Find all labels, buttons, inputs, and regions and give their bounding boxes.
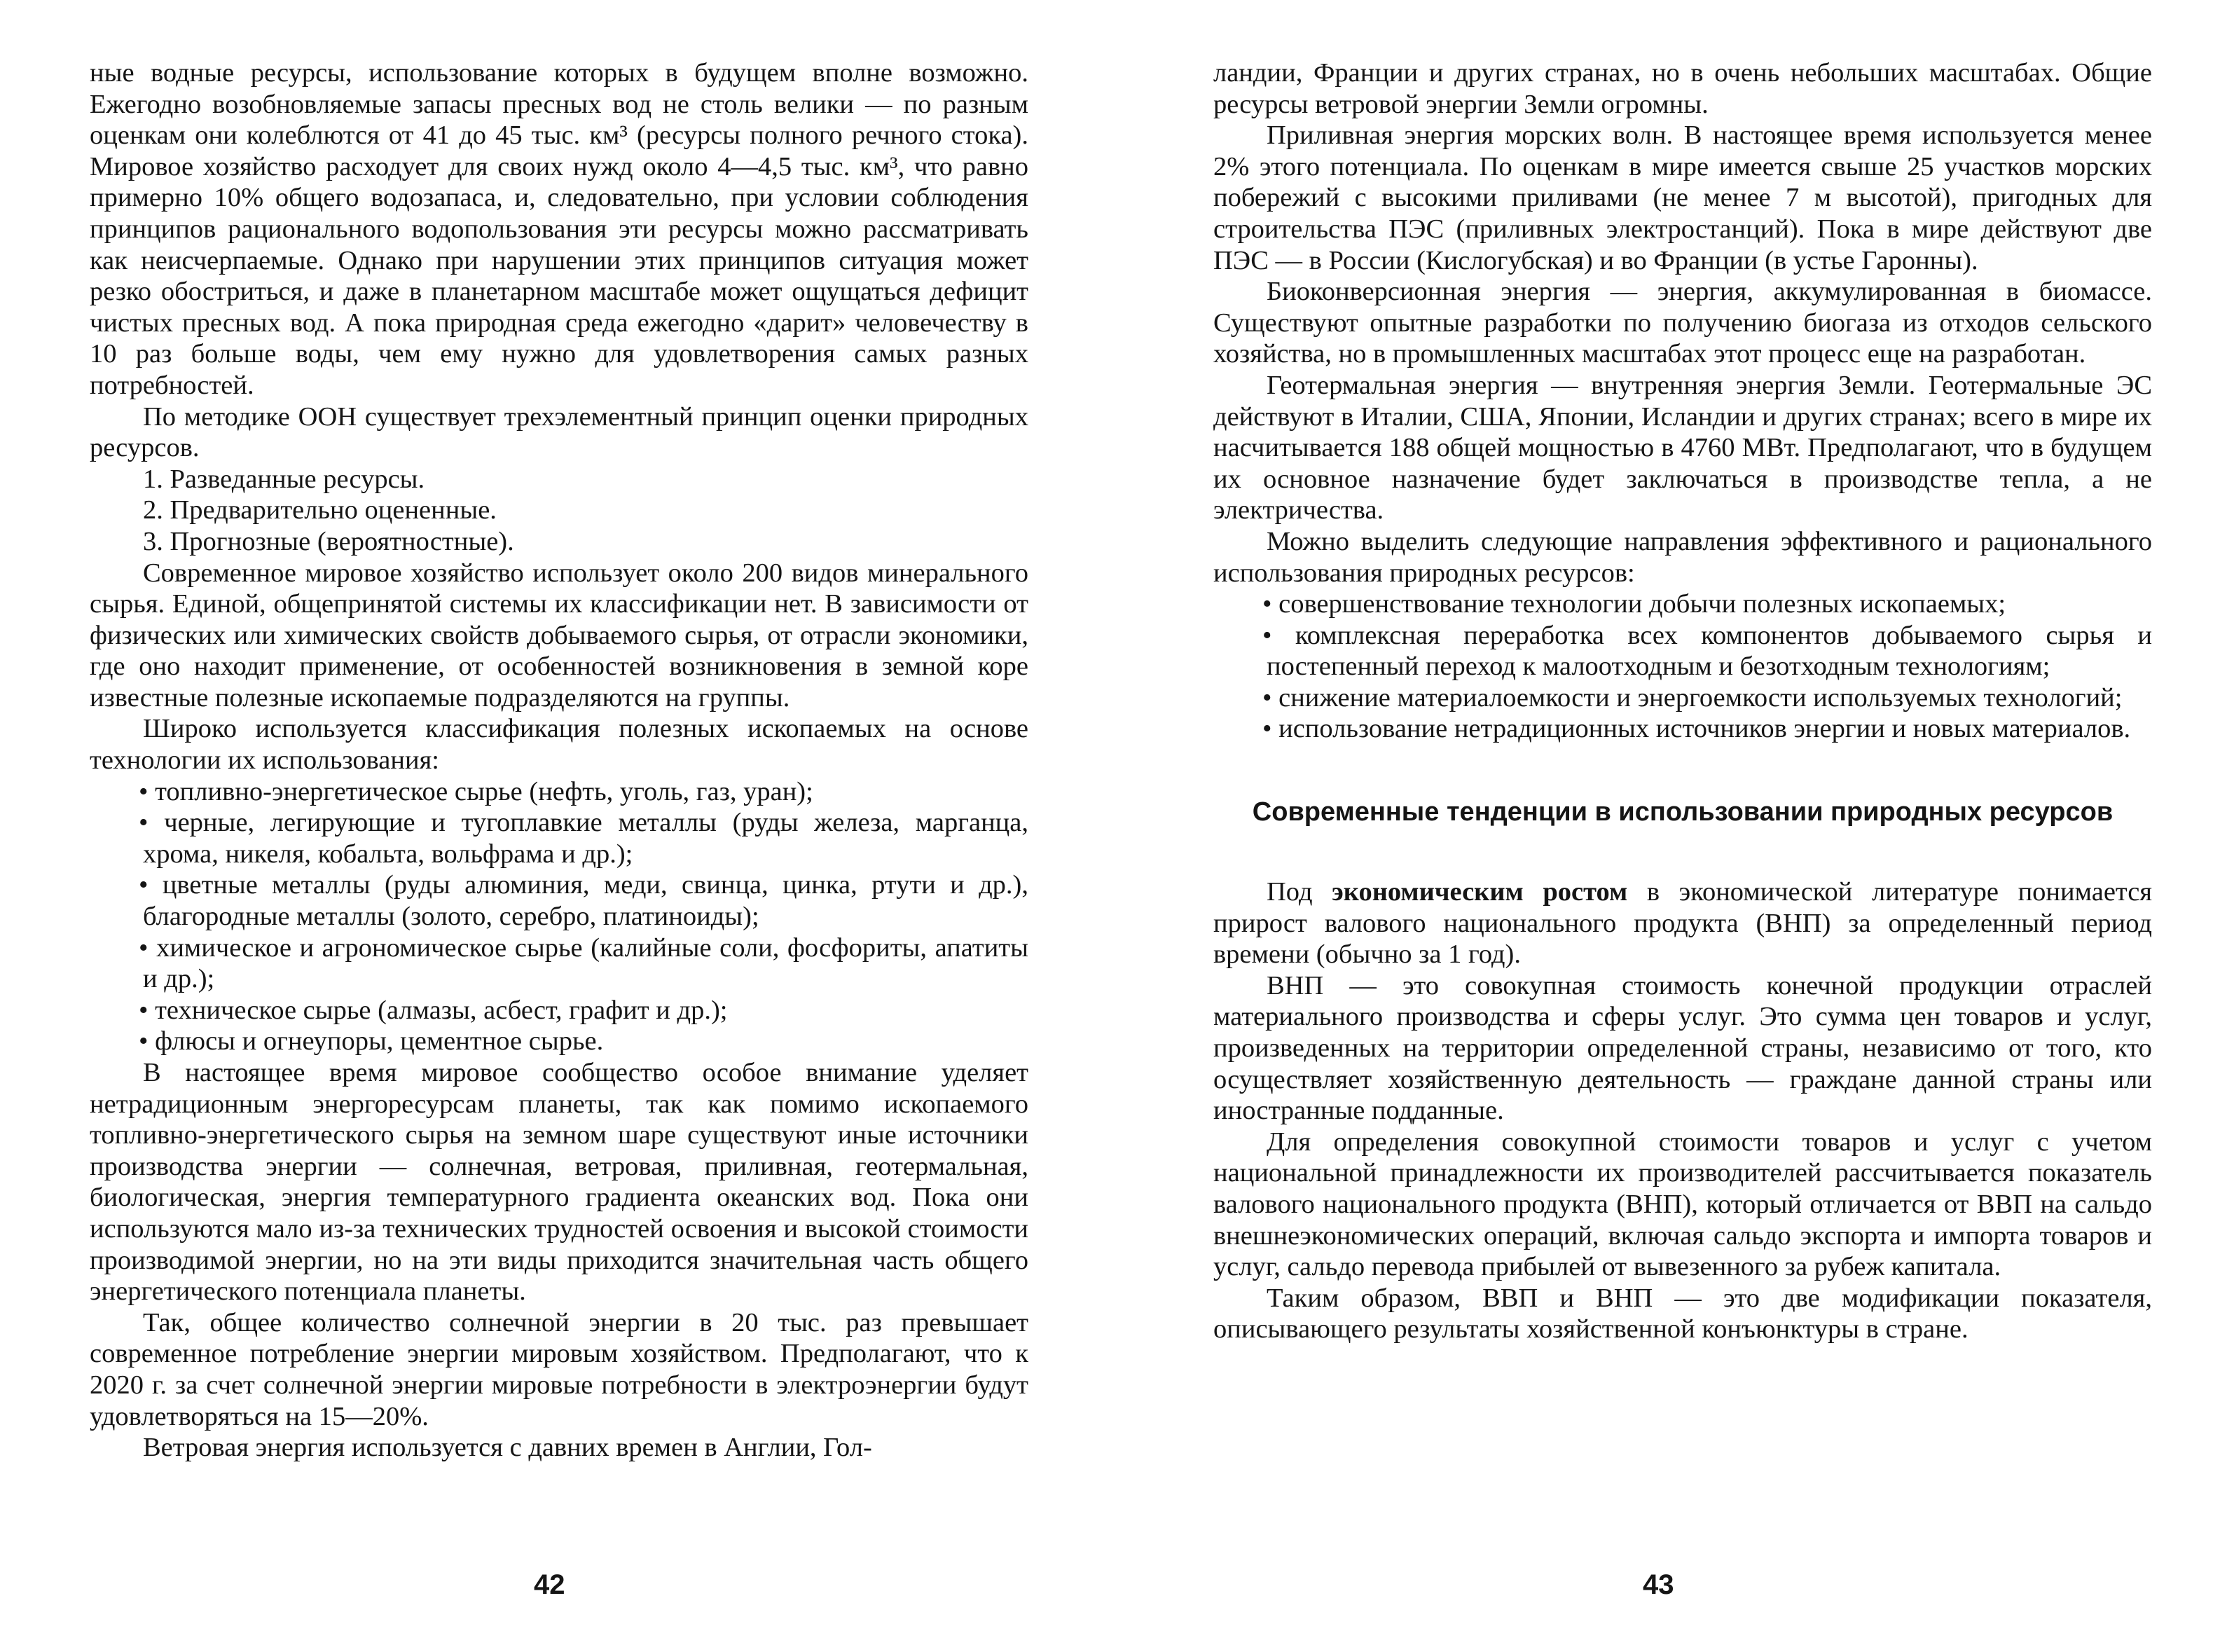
bullet-item: • цветные металлы (руды алюминия, меди, свинца, цинка, ртути и др.), благородные металлы (золото, серебро, платиноиды); bbox=[90, 869, 1028, 932]
numbered-item: 2. Предварительно оцененные. bbox=[143, 495, 497, 525]
numbered-item: 3. Прогнозные (вероятностные). bbox=[143, 526, 514, 556]
bullet-item: • топливно-энергетическое сырье (нефть, уголь, газ, уран); bbox=[90, 776, 1028, 808]
paragraph: Геотермальная энергия — внутренняя энергия Земли. Геотермальные ЭС действуют в Италии, США, Японии, Исландии и других странах; всего в мире их насчитывается 188 общей мощностью в 4760 МВт. Предполагают, что в будущем их основное назначение будет заключаться в производстве тепла, а не электричества. bbox=[1213, 370, 2152, 525]
paragraph: ные водные ресурсы, использование которых в будущем вполне возможно. Ежегодно возобновляемые запасы пресных вод не столь велики — по разным оценкам они колеблются от 41 до 45 тыс. км³ (ресурсы полного речного стока). Мировое хозяйство расходует для своих нужд около 4—4,5 тыс. км³, что равно примерно 10% общего водозапаса, и, следовательно, при условии соблюдения принципов рационального водопользования эти ресурсы можно рассматривать как неисчерпаемые. Однако при нарушении этих принципов ситуация может резко обостриться, и даже в планетарном масштабе может ощущаться дефицит чистых пресных вод. А пока природная среда ежегодно «дарит» человечеству в 10 раз больше воды, чем ему нужно для удовлетворения самых разных потребностей. bbox=[90, 58, 1028, 400]
page-number: 43 bbox=[1643, 1569, 1674, 1600]
paragraph: Можно выделить следующие направления эффективного и рационального использования природных ресурсов: bbox=[1213, 526, 2152, 588]
left-text-column bbox=[90, 57, 1028, 1464]
bullet-item: • флюсы и огнеупоры, цементное сырье. bbox=[90, 1026, 1028, 1057]
bullet-item: • снижение материалоемкости и энергоемкости используемых технологий; bbox=[1213, 682, 2152, 714]
numbered-item: 1. Разведанные ресурсы. bbox=[143, 464, 425, 494]
paragraph: Биоконверсионная энергия — энергия, аккумулированная в биомассе. Существуют опытные разработки по получению биогаза из отходов сельского хозяйства, но в промышленных масштабах этот процесс еще на разработан. bbox=[1213, 277, 2152, 369]
paragraph: Современное мировое хозяйство использует около 200 видов минерального сырья. Единой, общепринятой системы их классификации нет. В зависимости от физических или химических свойств добываемого сырья, от отрасли экономики, где оно находит применение, от особенностей возникновения в земной коре известные полезные ископаемые подразделяются на группы. bbox=[90, 558, 1028, 713]
paragraph: Так, общее количество солнечной энергии в 20 тыс. раз превышает современное потребление энергии мировым хозяйством. Предполагают, что к 2020 г. за счет солнечной энергии мировые потребности в электроэнергии будут удовлетворяться на 15—20%. bbox=[90, 1307, 1028, 1431]
paragraph: ВНП — это совокупная стоимость конечной продукции отраслей материального производства и сферы услуг. Это сумма цен товаров и услуг, произведенных на территории определенной страны, независимо от того, кто осуществляет хозяйственную деятельность — граждане данной страны или иностранные подданные. bbox=[1213, 970, 2152, 1126]
paragraph: Таким образом, ВВП и ВНП — это две модификации показателя, описывающего результаты хозяйственной конъюнктуры в стране. bbox=[1213, 1283, 2152, 1344]
page-number: 42 bbox=[534, 1569, 565, 1600]
paragraph: В настоящее время мировое сообщество особое внимание уделяет нетрадиционным энергоресурсам планеты, так как помимо ископаемого топливно-энергетического сырья на земном шаре существуют иные источники производства энергии — солнечная, ветровая, приливная, геотермальная, биологическая, энергия температурного градиента океанских вод. Пока они используются мало из-за технических трудностей освоения и высокой стоимости производимой энергии, но на эти виды приходится значительная часть общего энергетического потенциала планеты. bbox=[90, 1058, 1028, 1307]
paragraph: Для определения совокупной стоимости товаров и услуг с учетом национальной принадлежности их производителей рассчитывается показатель валового национального продукта (ВНП), который отличается от ВВП на сальдо внешнеэкономических операций, включая сальдо экспорта и импорта товаров и услуг, сальдо перевода прибылей от вывезенного за рубеж капитала. bbox=[1213, 1127, 2152, 1282]
paragraph: ландии, Франции и других странах, но в очень небольших масштабах. Общие ресурсы ветровой энергии Земли огромны. bbox=[1213, 58, 2152, 119]
right-page bbox=[1114, 0, 2227, 1652]
bullet-item: • совершенствование технологии добычи полезных ископаемых; bbox=[1213, 588, 2152, 620]
bullet-item: • химическое и агрономическое сырье (калийные соли, фосфориты, апатиты и др.); bbox=[90, 932, 1028, 995]
bullet-item: • техническое сырье (алмазы, асбест, графит и др.); bbox=[90, 995, 1028, 1026]
bullet-item: • комплексная переработка всех компонентов добываемого сырья и постепенный переход к малоотходным и безотходным технологиям; bbox=[1213, 620, 2152, 682]
definition-lead: Под bbox=[1267, 877, 1313, 907]
right-text-column bbox=[1213, 57, 2152, 1345]
definition-rest: в экономической литературе понимается прирост валового национального продукта (ВНП) за определенный период времени (обычно за 1 год). bbox=[1213, 877, 2153, 970]
bullet-item: • использование нетрадиционных источников энергии и новых материалов. bbox=[1213, 713, 2152, 745]
bullet-item: • черные, легирующие и тугоплавкие металлы (руды железа, марганца, хрома, никеля, кобальта, вольфрама и др.); bbox=[90, 807, 1028, 869]
definition-paragraph bbox=[1213, 876, 2152, 970]
definition-term: экономическим ростом bbox=[1332, 877, 1628, 907]
paragraph: По методике ООН существует трехэлементный принцип оценки природных ресурсов. bbox=[90, 401, 1028, 463]
paragraph: Ветровая энергия используется с давних времен в Англии, Гол- bbox=[143, 1433, 872, 1463]
paragraph: Приливная энергия морских волн. В настоящее время используется менее 2% этого потенциала. По оценкам в мире имеется свыше 25 участков морских побережий с высокими приливами (не менее 7 м высотой), пригодных для строительства ПЭС (приливных электростанций). Пока в мире действуют две ПЭС — в России (Кислогубская) и во Франции (в устье Гаронны). bbox=[1213, 121, 2152, 275]
paragraph: Широко используется классификация полезных ископаемых на основе технологии их использования: bbox=[90, 714, 1028, 776]
section-title: Современные тенденции в использовании природных ресурсов bbox=[1252, 797, 2114, 827]
